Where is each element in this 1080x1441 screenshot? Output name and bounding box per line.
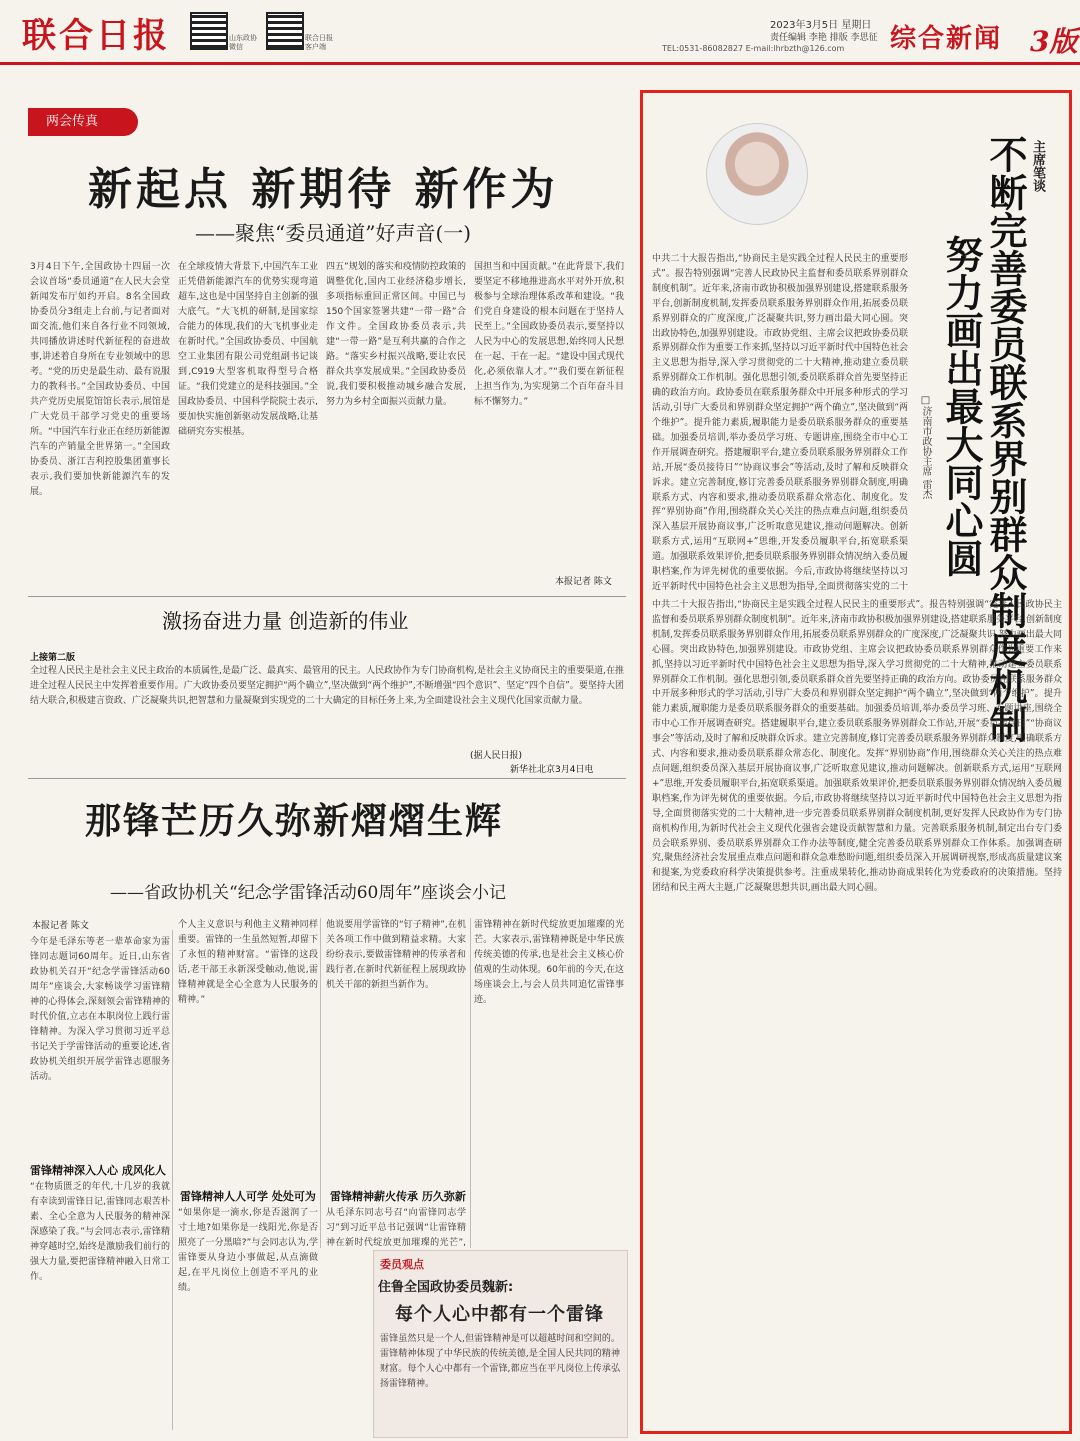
author-portrait xyxy=(706,123,808,225)
sidebar-title: 每个人心中都有一个雷锋 xyxy=(395,1304,604,1325)
divider xyxy=(28,778,626,779)
article2-column-3: 他说要用学雷锋的“钉子精神”,在机关各项工作中做到精益求精。大家纷纷表示,要做雷锋精神的传承者和践行者,在新时代新征程上展现政协机关干部的新担当新作为。 xyxy=(326,920,466,990)
lead-subheadline: ——聚焦“委员通道”好声音(一) xyxy=(195,221,472,245)
sidebar-subtitle: 住鲁全国政协委员魏新: xyxy=(378,1280,514,1295)
commentary-title-line1: 不断完善委员联系界别群众制度机制 xyxy=(983,135,1027,743)
qr-code-icon xyxy=(190,12,228,50)
editorial-headline: 激扬奋进力量 创造新的伟业 xyxy=(162,609,409,633)
column-rule xyxy=(470,918,471,1248)
lead-column-2: 在全球疫情大背景下,中国汽车工业正凭借新能源汽车的优势实现弯道超车,这也是中国坚持自主创新的强大底气。“大飞机的研制,是国家综合能力的体现,我们的大飞机事业走在新时代。”全国政协委员、中国航空工业集团有限公司党组副书记谈到,C919大型客机取得型号合格证。“我们党建立的是科技强国。”全国政协委员、中国科学院院士表示,要加快实施创新驱动发展战略,让基础研究夯实根基。 xyxy=(178,262,318,437)
article2-column-1b: “在物质匮乏的年代,十几岁的我就有幸读到雷锋日记,雷锋同志艰苦朴素、全心全意为人民服务的精神深深感染了我。”与会同志表示,雷锋精神穿越时空,始终是激励我们前行的强大力量,要把雷锋精神融入日常工作。 xyxy=(30,1182,170,1282)
jump-line: 上接第二版 xyxy=(30,653,76,663)
column-tag: 主席笔谈 xyxy=(1030,140,1045,192)
article2-headline: 那锋芒历久弥新熠熠生辉 xyxy=(85,801,504,842)
article2-subheadline: ——省政协机关“纪念学雷锋活动60周年”座谈会小记 xyxy=(110,883,507,903)
article2-subhead-1: 雷锋精神深入人心 成风化人 xyxy=(30,1164,166,1177)
article2-subhead-3: 雷锋精神薪火传承 历久弥新 xyxy=(330,1190,466,1203)
issue-date: 2023年3月5日 星期日 xyxy=(770,20,872,31)
article2-byline: 本报记者 陈文 xyxy=(32,921,89,931)
newspaper-brand: 联合日报 xyxy=(22,16,170,56)
commentary-title-line2: 努力画出最大同心圆 xyxy=(939,235,983,577)
page-number: 3版 xyxy=(1030,25,1078,58)
divider xyxy=(28,596,626,597)
section-title: 综合新闻 xyxy=(890,24,1003,54)
editorial-end: (据人民日报) xyxy=(470,751,523,761)
article2-column-2: 个人主义意识与利他主义精神同样重要。雷锋的一生虽然短暂,却留下了永恒的精神财富。“雷锋的这段话,老干部王永新深受触动,他说,雷锋精神就是全心全意为人民服务的精神。” xyxy=(178,920,318,1005)
contact-line: TEL:0531-86082827 E-mail:lhrbzth@126.com xyxy=(662,44,845,53)
commentary-body-top: 中共二十大报告指出,“协商民主是实践全过程人民民主的重要形式”。报告特别强调“完善人民政协民主监督和委员联系界别群众制度机制”。近年来,济南市政协积极加强界别建设,搭建联系服务平台,创新制度机制,发挥委员联系服务界别群众作用,拓展委员联系界别群众的广度深度,广泛凝聚共识,努力画出最大同心圆。突出政协特色,加强界别建设。市政协党组、主席会议把政协委员联系界别群众作为重要工作来抓,坚持以习近平新时代中国特色社会主义思想为指导,深入学习贯彻党的二十大精神,推动建立委员联系界别群众工作机制。强化思想引领,委员联系群众首先要坚持正确的政治方向。政协委员在联系服务群众中开展多种形式的学习活动,引导广大委员和界别群众坚定拥护“两个确立”,坚决做到“两个维护”。提升能力素质,履职能力是委员联系服务群众的重要基础。加强委员培训,举办委员学习班、专题讲座,围绕全市中心工作开展调查研究。搭建履职平台,建立委员联系服务界别群众工作站,开展“委员接待日”“协商议事会”等活动,及时了解和反映群众诉求。建立完善制度,修订完善委员联系服务界别群众制度,明确联系方式、内容和要求,推动委员联系群众常态化、制度化。发挥“界别协商”作用,围绕群众关心关注的热点难点问题,组织委员深入基层开展协商议事,广泛听取意见建议,推动问题解决。创新联系方式,运用“互联网+”思维,开发委员履职平台,拓宽联系渠道。加强联系效果评价,把委员联系服务界别群众情况纳入委员履职档案,作为评先树优的重要依据。今后,市政协将继续坚持以习近平新时代中国特色社会主义思想为指导,全面贯彻落实党的二十 xyxy=(652,254,908,592)
editor-line: 责任编辑 李艳 排版 李思征 xyxy=(770,33,878,43)
article2-column-4: 雷锋精神在新时代绽放更加璀璨的光芒。大家表示,雷锋精神既是中华民族传统美德的传承,也是社会主义核心价值观的生动体现。60年前的今天,在这场座谈会上,与会人员共同追忆雷锋事迹。 xyxy=(474,920,624,1005)
article2-column-1: 今年是毛泽东等老一辈革命家为雷锋同志题词60周年。近日,山东省政协机关召开“纪念学雷锋活动60周年”座谈会,大家畅谈学习雷锋精神的心得体会,深刻领会雷锋精神的时代价值,立志在本职岗位上践行雷锋精神。为深入学习贯彻习近平总书记关于学雷锋活动的重要论述,省政协机关组织开展学雷锋志愿服务活动。 xyxy=(30,937,170,1082)
article2-subhead-2: 雷锋精神人人可学 处处可为 xyxy=(180,1190,316,1203)
commentary-author: □济南市政协主席 雷杰 xyxy=(920,395,931,500)
qr-code-icon xyxy=(266,12,304,50)
column-rule xyxy=(320,918,321,1248)
article2-column-3b: 从毛泽东同志号召“向雷锋同志学习”到习近平总书记强调“让雷锋精神在新时代绽放更加璀璨的光芒”, xyxy=(326,1208,466,1246)
column-rule xyxy=(172,930,173,1430)
qr-caption: 山东政协微信 xyxy=(229,34,257,51)
article2-column-2b: “如果你是一滴水,你是否滋润了一寸土地?如果你是一线阳光,你是否照亮了一分黑暗?”与会同志认为,学雷锋要从身边小事做起,从点滴做起,在平凡岗位上创造不平凡的业绩。 xyxy=(178,1208,318,1293)
commentary-body: 中共二十大报告指出,“协商民主是实践全过程人民民主的重要形式”。报告特别强调“完善人民政协民主监督和委员联系界别群众制度机制”。近年来,济南市政协积极加强界别建设,搭建联系服务平台,创新制度机制,发挥委员联系服务界别群众作用,拓展委员联系界别群众的广度深度,广泛凝聚共识,努力画出最大同心圆。突出政协特色,加强界别建设。市政协党组、主席会议把政协委员联系界别群众作为重要工作来抓,坚持以习近平新时代中国特色社会主义思想为指导,深入学习贯彻党的二十大精神,推动建立委员联系界别群众工作机制。强化思想引领,委员联系群众首先要坚持正确的政治方向。政协委员在联系服务群众中开展多种形式的学习活动,引导广大委员和界别群众坚定拥护“两个确立”,坚决做到“两个维护”。提升能力素质,履职能力是委员联系服务群众的重要基础。加强委员培训,举办委员学习班、专题讲座,围绕全市中心工作开展调查研究。搭建履职平台,建立委员联系服务界别群众工作站,开展“委员接待日”“协商议事会”等活动,及时了解和反映群众诉求。建立完善制度,修订完善委员联系服务界别群众制度,明确联系方式、内容和要求,推动委员联系群众常态化、制度化。发挥“界别协商”作用,围绕群众关心关注的热点难点问题,组织委员深入基层开展协商议事,广泛听取意见建议,推动问题解决。创新联系方式,运用“互联网+”思维,开发委员履职平台,拓宽联系渠道。加强联系效果评价,把委员联系服务界别群众情况纳入委员履职档案,作为评先树优的重要依据。今后,市政协将继续坚持以习近平新时代中国特色社会主义思想为指导,全面贯彻落实党的二十大精神,进一步完善委员联系界别群众制度机制,更好发挥人民政协作为专门协商机构作用,为新时代社会主义现代化强省会建设贡献智慧和力量。完善联系服务机制,制定出台专门委员会联系界别、委员联系界别群众工作办法等制度,健全完善委员联系界别群众工作体系。加强调查研究,聚焦经济社会发展重点难点问题和群众急难愁盼问题,组织委员深入开展调研视察,形成高质量建议案和提案,为党委政府科学决策提供参考。注重成果转化,推动协商成果转化为党委政府的决策措施。坚持团结和民主两大主题,广泛凝聚思想共识,画出最大同心圆。 xyxy=(652,600,1062,894)
editorial-body: 全过程人民民主是社会主义民主政治的本质属性,是最广泛、最真实、最管用的民主。人民政协作为专门协商机构,是社会主义协商民主的重要渠道,在推进全过程人民民主中发挥着重要作用。广大政协委员要坚定拥护“两个确立”,坚决做到“两个维护”,不断增强“四个意识”、坚定“四个自信”。要坚持大团结大联合,积极建言资政、广泛凝聚共识,把智慧和力量凝聚到实现党的二十大确定的目标任务上来,为全面建设社会主义现代化国家贡献力量。 xyxy=(30,666,624,706)
lead-column-3: 四五”规划的落实和疫情防控政策的调整优化,国内工业经济稳步增长,多项指标重回正常区间。中国已与150个国家签署共建“一带一路”合作文件。全国政协委员表示,共建“一带一路”是互利共赢的合作之路。“落实乡村振兴战略,要让农民群众共享发展成果。”全国政协委员说,我们要积极推动城乡融合发展,努力为乡村全面振兴贡献力量。 xyxy=(326,262,466,407)
lead-column-4: 国担当和中国贡献。”在此背景下,我们要坚定不移地推进高水平对外开放,积极参与全球治理体系改革和建设。“我们党自身建设的根本问题在于坚持人民至上。”全国政协委员表示,要坚持以人民为中心的发展思想,始终同人民想在一起、干在一起。“建设中国式现代化,必须依靠人才。”“我们要在新征程上担当作为,为实现第二个百年奋斗目标不懈努力。” xyxy=(474,262,624,407)
lead-headline: 新起点 新期待 新作为 xyxy=(88,164,559,215)
sidebar-body: 雷锋虽然只是一个人,但雷锋精神是可以超越时间和空间的。雷锋精神体现了中华民族的传统美德,是全国人民共同的精神财富。每个人心中都有一个雷锋,都应当在平凡岗位上传承弘扬雷锋精神。 xyxy=(380,1334,620,1389)
section-banner: 两会传真 xyxy=(28,108,138,136)
qr-caption: 联合日报客户端 xyxy=(305,34,333,51)
lead-column-1: 3月4日下午,全国政协十四届一次会议首场“委员通道”在人民大会堂新闻发布厅如约开启。8名全国政协委员分3组走上台前,与记者面对面交流,他们来自各行业不同领域,共同播放讲述时代新征程的奋进故事,讲述着自身所在专业领域中的思考。“党的历史是最生动、最有说服力的教科书。”全国政协委员、中国共产党历史展览馆馆长表示,展馆是广大党员干部学习党史的重要场所。“中国汽车行业正在经历新能源汽车的产销量全世界第一。”全国政协委员、浙江吉利控股集团董事长表示,我们要加快新能源汽车的发展。 xyxy=(30,262,170,497)
editorial-source: 新华社北京3月4日电 xyxy=(510,765,594,775)
sidebar-tag: 委员观点 xyxy=(380,1258,424,1271)
lead-byline: 本报记者 陈文 xyxy=(555,577,612,587)
